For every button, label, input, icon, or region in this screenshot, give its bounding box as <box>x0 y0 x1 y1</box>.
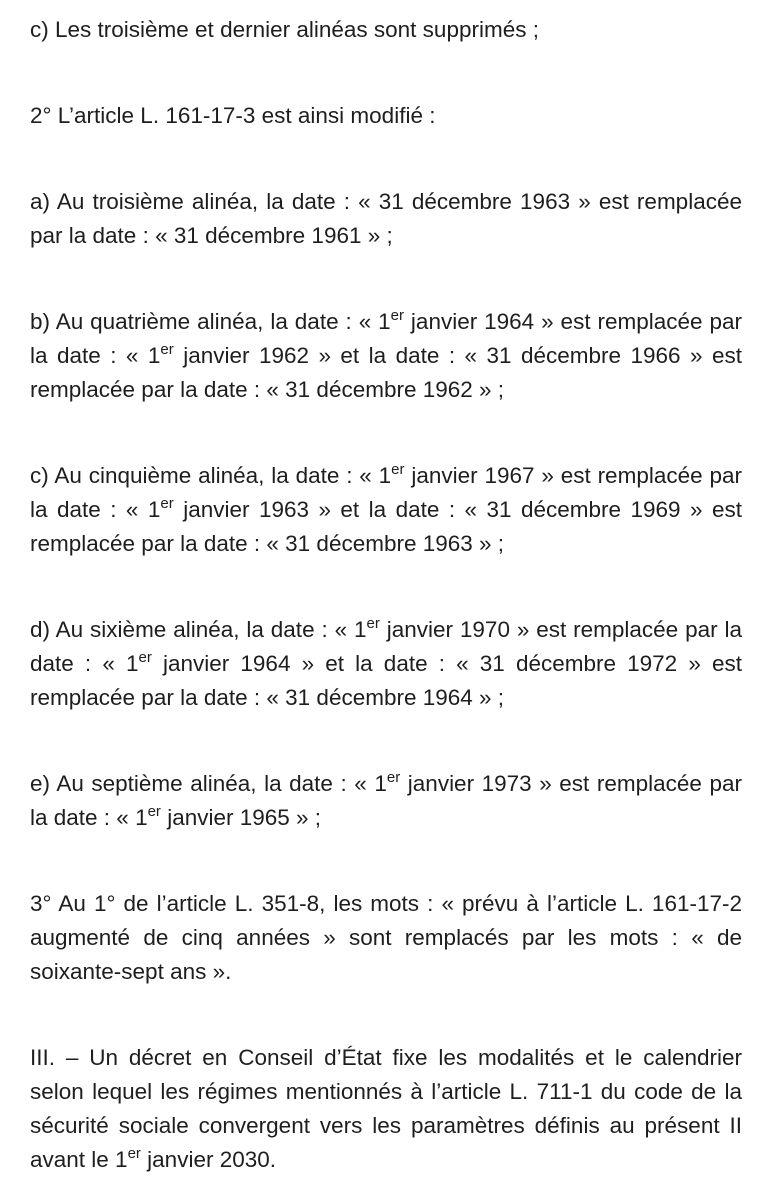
paragraph-a-troisieme-alinea: a) Au troisième alinéa, la date : « 31 décembre 1963 » est remplacée par la date : « 31 décembre 1961 » ; <box>30 189 742 248</box>
ordinal-superscript: er <box>390 307 404 324</box>
paragraph-article-l161-17-3: 2° L’article L. 161-17-3 est ainsi modifié : <box>30 103 436 128</box>
ordinal-superscript: er <box>147 803 161 820</box>
ordinal-superscript: er <box>127 1145 141 1162</box>
paragraph-d-sixieme-alinea: d) Au sixième alinéa, la date : « 1er janvier 1970 » est remplacée par la date : « 1er janvier 1964 » et la date : « 31 décembre 1972 » est remplacée par la date : « 31 décembre 1964 » ; <box>30 615 743 710</box>
paragraph-b-quatrieme-alinea: b) Au quatrième alinéa, la date : « 1er janvier 1964 » est remplacée par la date : « 1er janvier 1962 » et la date : « 31 décembre 1966 » est remplacée par la date : « 31 décembre 1962 » ; <box>30 307 742 402</box>
paragraph-c-cinquieme-alinea: c) Au cinquième alinéa, la date : « 1er janvier 1967 » est remplacée par la date : « 1er janvier 1963 » et la date : « 31 décembre 1969 » est remplacée par la date : « 31 décembre 1963 » ; <box>30 461 742 556</box>
ordinal-superscript: er <box>138 649 152 666</box>
paragraph-3-article-l351-8: 3° Au 1° de l’article L. 351-8, les mots : « prévu à l’article L. 161-17-2 augmenté de cinq années » sont remplacés par les mots : « de soixante-sept ans ». <box>30 891 742 984</box>
paragraph-iii-decret: III. – Un décret en Conseil d’État fixe les modalités et le calendrier selon lequel les régimes mentionnés à l’article L. 711-1 du code de la sécurité sociale convergent vers les paramètres définis au présent II avant le 1er janvier 2030. <box>30 1045 742 1172</box>
ordinal-superscript: er <box>391 461 405 478</box>
ordinal-superscript: er <box>366 615 380 632</box>
ordinal-superscript: er <box>160 495 174 512</box>
paragraph-c-suppression: c) Les troisième et dernier alinéas sont supprimés ; <box>30 17 539 42</box>
ordinal-superscript: er <box>160 341 174 358</box>
paragraph-e-septieme-alinea: e) Au septième alinéa, la date : « 1er janvier 1973 » est remplacée par la date : « 1er janvier 1965 » ; <box>30 769 742 830</box>
ordinal-superscript: er <box>386 769 401 786</box>
